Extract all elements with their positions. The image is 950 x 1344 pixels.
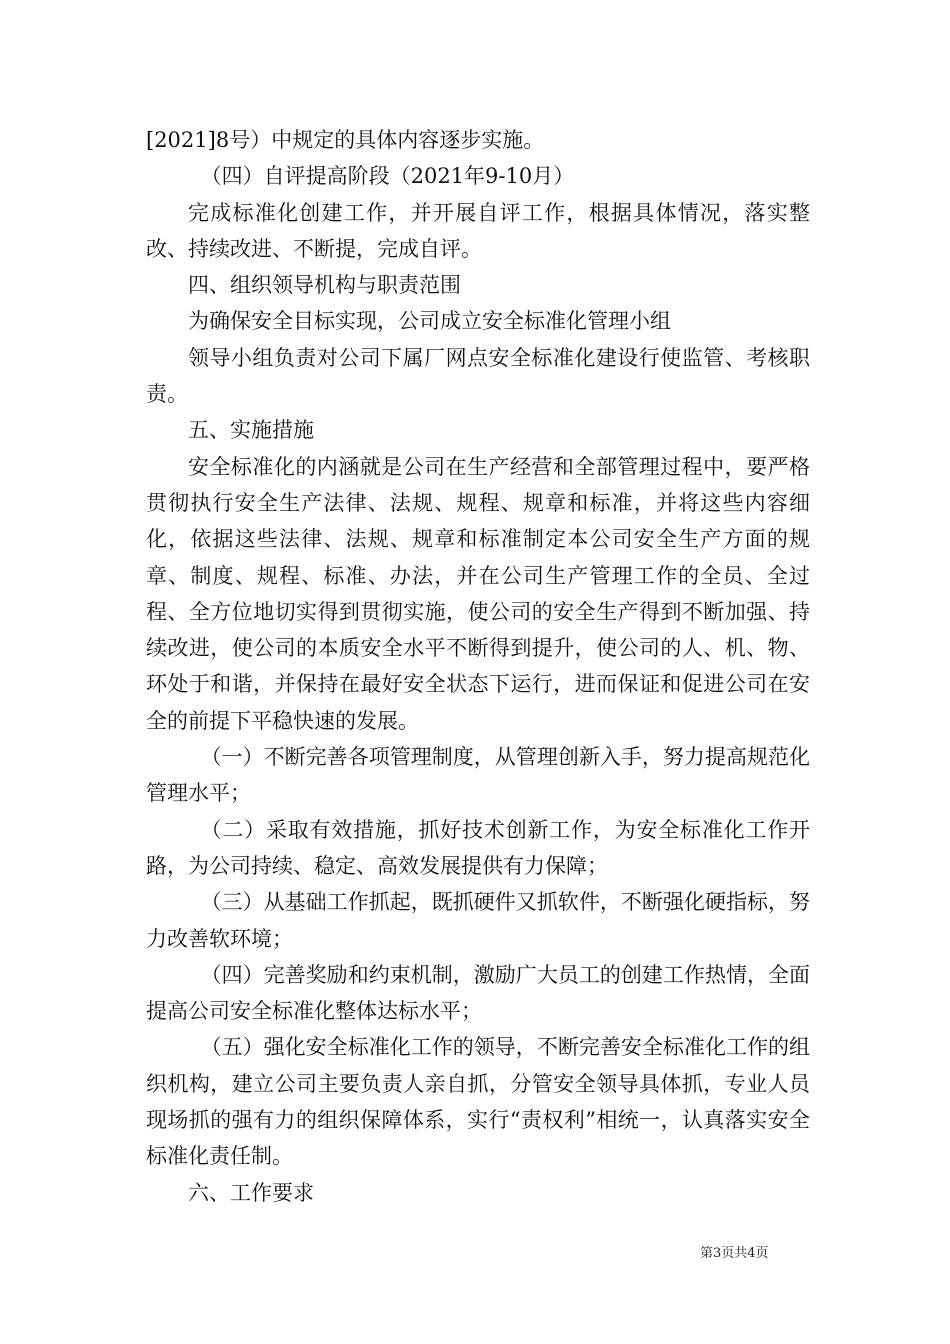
section-heading-6: 六、工作要求: [188, 1180, 314, 1205]
paragraph-3: 完成标准化创建工作，并开展自评工作，根据具体情况，落实整改、持续改进、不断提，完成自评。: [146, 200, 810, 261]
paragraph-8: 安全标准化的内涵就是公司在生产经营和全部管理过程中，要严格贯彻执行安全生产法律、法规、规程、规章和标准，并将这些内容细化，依据这些法律、法规、规章和标准制定本公司安全生产方面的规章、制度、规程、标准、办法，并在公司生产管理工作的全员、全过程、全方位地切实得到贯彻实施，使公司的安全生产得到不断加强、持续改进，使公司的本质安全水平不断得到提升，使公司的人、机、物、环处于和谐，并保持在最好安全状态下运行，进而保证和促进公司在安全的前提下平稳快速的发展。: [146, 454, 810, 733]
document-body: [146, 122, 810, 1211]
measure-item-4: （四）完善奖励和约束机制，激励广大员工的创建工作热情，全面提高公司安全标准化整体达标水平；: [146, 962, 810, 1024]
measure-item-1: （一）不断完善各项管理制度，从管理创新入手，努力提高规范化管理水平；: [146, 745, 810, 806]
section-heading-5: 五、实施措施: [188, 418, 314, 443]
measure-item-2: （二）采取有效措施，抓好技术创新工作，为安全标准化工作开路，为公司持续、稳定、高效发展提供有力保障；: [146, 817, 810, 878]
paragraph-5: 为确保安全目标实现，公司成立安全标准化管理小组: [188, 309, 671, 334]
paragraph-2: （四）自评提高阶段（2021年9-10月）: [200, 164, 575, 189]
paragraph-1: [2021]8号）中规定的具体内容逐步实施。: [146, 128, 545, 152]
measure-item-3: （三）从基础工作抓起，既抓硬件又抓软件，不断强化硬指标，努力改善软环境；: [146, 890, 810, 951]
section-heading-4: 四、组织领导机构与职责范围: [188, 273, 461, 298]
measure-item-5: （五）强化安全标准化工作的领导，不断完善安全标准化工作的组织机构，建立公司主要负责人亲自抓，分管安全领导具体抓，专业人员现场抓的强有力的组织保障体系，实行“责权利”相统一，认真落实安全标准化责任制。: [146, 1035, 810, 1169]
page-number: 第3页共4页: [700, 1246, 769, 1261]
paragraph-6: 领导小组负责对公司下属厂网点安全标准化建设行使监管、考核职责。: [146, 345, 810, 407]
